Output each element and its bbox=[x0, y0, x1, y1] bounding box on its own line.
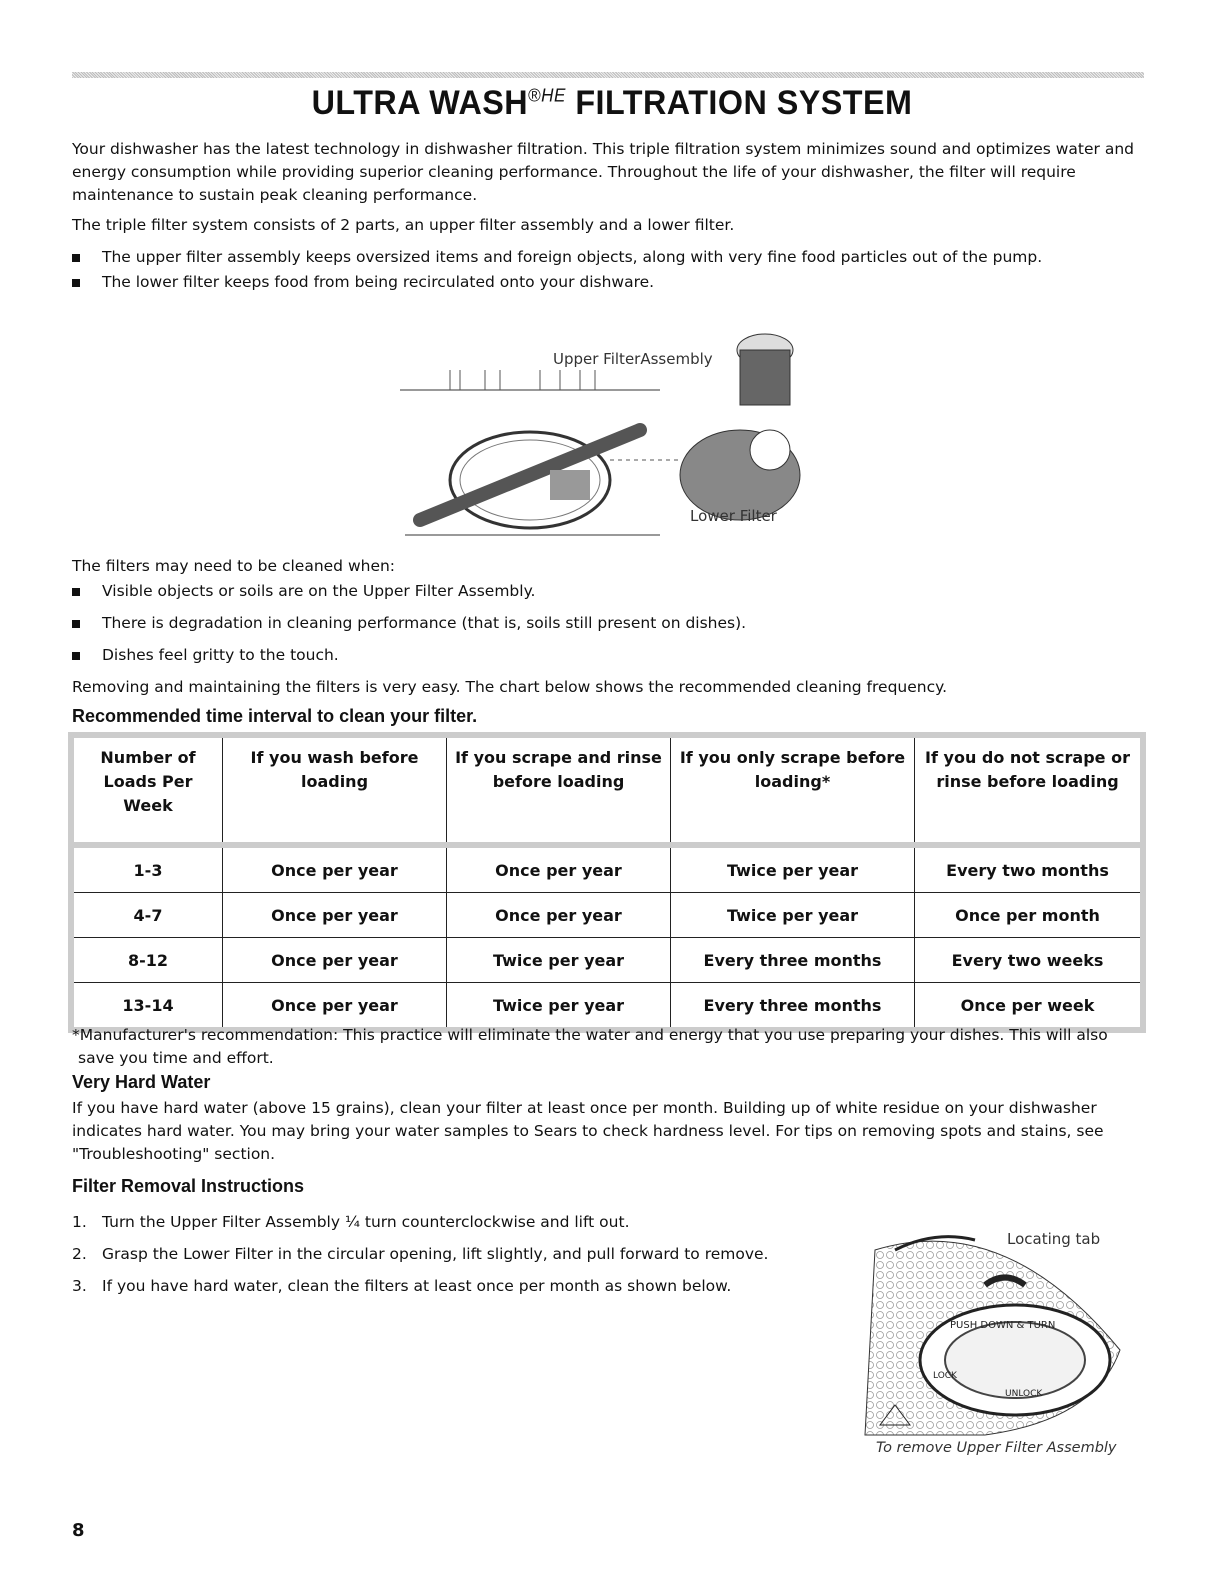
step-number: 2. bbox=[72, 1245, 87, 1263]
removal-step bbox=[72, 1238, 872, 1270]
cleaning-interval-table bbox=[68, 732, 1146, 1033]
footnote: *Manufacturer's recommendation: This practice will eliminate the water and energy that you use preparing your dishes. This will also save you time and effort. bbox=[72, 1026, 1108, 1067]
removing-paragraph: Removing and maintaining the filters is very easy. The chart below shows the recommended cleaning frequency. bbox=[72, 678, 948, 696]
column-header: Number of Loads Per Week bbox=[71, 735, 223, 845]
cell: Twice per year bbox=[671, 845, 915, 893]
cell: Once per year bbox=[223, 938, 447, 983]
cell: Once per year bbox=[223, 983, 447, 1031]
removal-heading: Filter Removal Instructions bbox=[72, 1176, 305, 1196]
cell: Once per month bbox=[915, 893, 1144, 938]
bullet-item: The upper filter assembly keeps oversized items and foreign objects, along with very fine food particles out of the pump. bbox=[72, 246, 1042, 269]
cell: Once per year bbox=[447, 893, 671, 938]
column-header: If you wash before loading bbox=[223, 735, 447, 845]
push-down-turn-text: PUSH DOWN & TURN bbox=[950, 1320, 1056, 1331]
step-number: 1. bbox=[72, 1213, 87, 1231]
bullet-item: Visible objects or soils are on the Upper Filter Assembly. bbox=[72, 580, 535, 603]
cell: Every two weeks bbox=[915, 938, 1144, 983]
bullet-item: Dishes feel gritty to the touch. bbox=[72, 644, 339, 667]
column-header: If you scrape and rinse before loading bbox=[447, 735, 671, 845]
top-rule bbox=[72, 72, 1144, 78]
page-number: 8 bbox=[72, 1520, 85, 1541]
cell: Once per year bbox=[223, 845, 447, 893]
column-header: If you do not scrape or rinse before loading bbox=[915, 735, 1144, 845]
lock-text: LOCK bbox=[933, 1371, 957, 1381]
removal-step bbox=[72, 1206, 872, 1238]
cell: Once per week bbox=[915, 983, 1144, 1031]
bullet-item: There is degradation in cleaning performance (that is, soils still present on dishes). bbox=[72, 612, 746, 635]
unlock-text: UNLOCK bbox=[1005, 1389, 1043, 1399]
table-row bbox=[71, 983, 1143, 1031]
upper-filter-label: Upper FilterAssembly bbox=[553, 350, 713, 368]
intro-paragraph: Your dishwasher has the latest technology in dishwasher filtration. This triple filtration system minimizes sound and optimizes water and energy consumption while providing superior cleaning performance. Throughout the life of your dishwasher, the filter will require maintenance to sustain peak cleaning performance. bbox=[72, 140, 1134, 204]
lower-filter-label: Lower Filter bbox=[690, 507, 777, 525]
cell: Every three months bbox=[671, 938, 915, 983]
cell: Every two months bbox=[915, 845, 1144, 893]
step-text: Turn the Upper Filter Assembly ¼ turn counterclockwise and lift out. bbox=[102, 1213, 630, 1231]
step-text: Grasp the Lower Filter in the circular opening, lift slightly, and pull forward to remove. bbox=[102, 1245, 769, 1263]
step-number: 3. bbox=[72, 1277, 87, 1295]
cell: 13-14 bbox=[71, 983, 223, 1031]
table-title: Recommended time interval to clean your filter. bbox=[72, 706, 478, 726]
hard-water-heading: Very Hard Water bbox=[72, 1072, 211, 1092]
cell: Twice per year bbox=[671, 893, 915, 938]
cell: Every three months bbox=[671, 983, 915, 1031]
cell: Once per year bbox=[223, 893, 447, 938]
page-title: ULTRA $WASH^{®HE}$ FILTRATION SYSTEM bbox=[311, 84, 913, 122]
table-row bbox=[71, 938, 1143, 983]
step-text: If you have hard water, clean the filters at least once per month as shown below. bbox=[102, 1277, 732, 1295]
parts-paragraph: The triple filter system consists of 2 parts, an upper filter assembly and a lower filter. bbox=[72, 216, 735, 234]
figure-caption: To remove Upper Filter Assembly bbox=[876, 1440, 1117, 1456]
removal-step bbox=[72, 1270, 872, 1302]
when-paragraph: The filters may need to be cleaned when: bbox=[72, 557, 396, 575]
locating-tab-label: Locating tab bbox=[1007, 1230, 1101, 1248]
removal-steps bbox=[72, 1206, 872, 1302]
cell: Twice per year bbox=[447, 938, 671, 983]
table-row bbox=[71, 893, 1143, 938]
cell: Once per year bbox=[447, 845, 671, 893]
table-header-row bbox=[71, 735, 1143, 845]
hard-water-paragraph: If you have hard water (above 15 grains), clean your filter at least once per month. Building up of white residue on your dishwasher indicates hard water. You may bring your water samples to Sears to check hardness level. For tips on removing spots and stains, see "Troubleshooting" section. bbox=[72, 1099, 1104, 1163]
cell: 4-7 bbox=[71, 893, 223, 938]
cell: Twice per year bbox=[447, 983, 671, 1031]
cell: 1-3 bbox=[71, 845, 223, 893]
column-header: If you only scrape before loading* bbox=[671, 735, 915, 845]
table-row bbox=[71, 845, 1143, 893]
cell: 8-12 bbox=[71, 938, 223, 983]
bullet-item: The lower filter keeps food from being recirculated onto your dishware. bbox=[72, 271, 654, 294]
